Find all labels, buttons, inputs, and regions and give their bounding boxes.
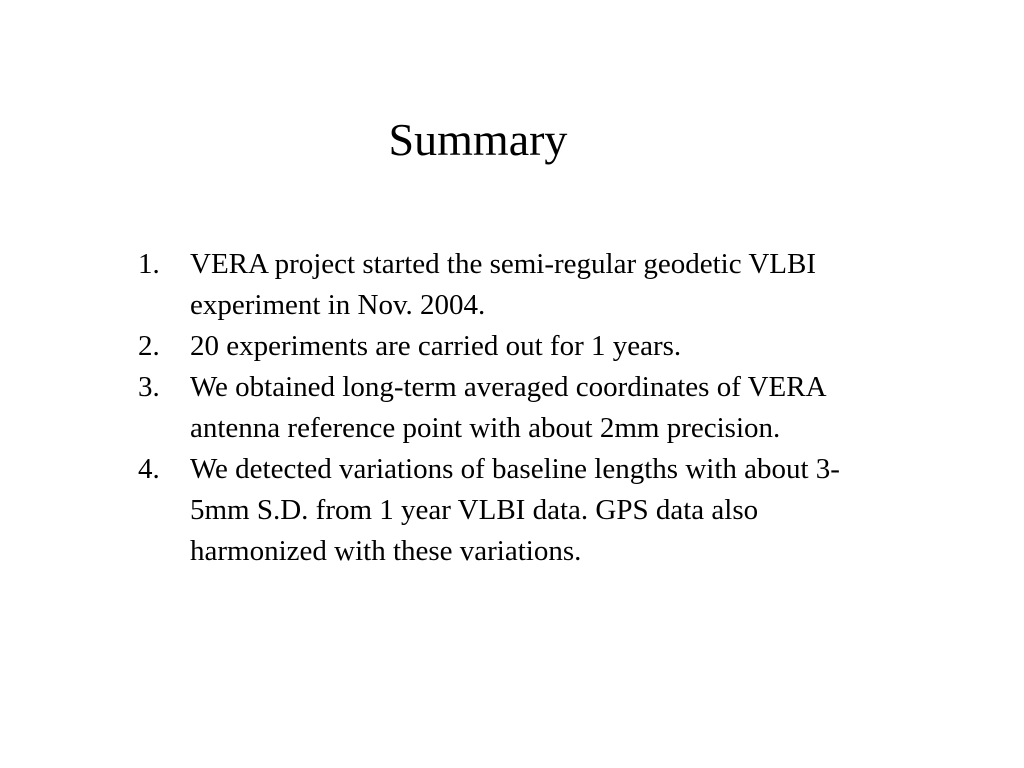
item-number: 1. (138, 248, 160, 280)
item-number: 4. (138, 453, 160, 485)
summary-item-3 (138, 367, 858, 449)
item-text: We obtained long-term averaged coordinates of VERA antenna reference point with about 2mm precision. (190, 371, 825, 444)
item-number: 3. (138, 371, 160, 403)
summary-list (138, 244, 858, 572)
item-text: 20 experiments are carried out for 1 years. (190, 330, 682, 362)
summary-item-4 (138, 449, 858, 572)
item-text: VERA project started the semi-regular geodetic VLBI experiment in Nov. 2004. (190, 248, 816, 321)
slide-title: Summary (388, 114, 568, 165)
summary-item-2 (138, 326, 858, 367)
summary-item-1 (138, 244, 858, 326)
item-number: 2. (138, 330, 160, 362)
item-text: We detected variations of baseline lengths with about 3-5mm S.D. from 1 year VLBI data. GPS data also harmonized with these variations. (190, 453, 840, 567)
